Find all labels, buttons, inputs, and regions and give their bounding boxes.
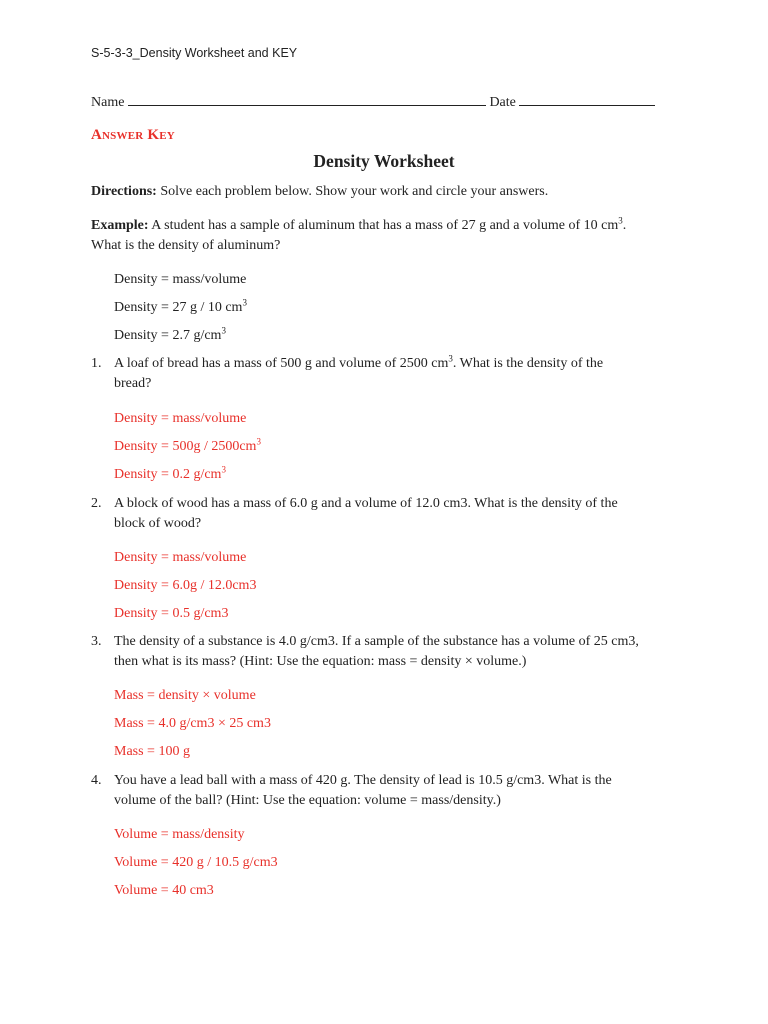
directions-text: Solve each problem below. Show your work and circle your answers. (160, 184, 549, 199)
name-blank[interactable] (128, 93, 486, 106)
answer-step: Density = 0.5 g/cm3 (114, 606, 229, 621)
answer-step: Density = $500g / 2500cm^3$ (114, 436, 261, 454)
answer-step: Density = mass/volume (114, 550, 247, 565)
answer-key-label: Answer Key (91, 127, 175, 143)
example-sup: 3 (618, 215, 623, 226)
answer-step: Volume = 420 g / 10.5 g/cm3 (114, 855, 278, 870)
example-question: What is the density of aluminum? (91, 238, 281, 253)
question-text: The density of a substance is 4.0 g/cm3. If a sample of the substance has a volume of 25 cm3, then what is its mass? (Hint: Use the equation: mass = density × volume.) (114, 634, 639, 669)
example-step: Density = 27 g / 10 $cm^3$ (114, 297, 247, 315)
name-date-line (91, 93, 655, 111)
directions-label: Directions: (91, 184, 157, 199)
question-text: You have a lead ball with a mass of 420 g. The density of lead is 10.5 g/cm3. What is the volume of the ball? (Hint: Use the equation: volume = mass/density.) (114, 773, 612, 808)
answer-step: Density = 6.0g / 12.0cm3 (114, 578, 257, 593)
date-label: Date (489, 95, 516, 110)
question-number: 3. (91, 634, 102, 649)
example-text: A student has a sample of aluminum that has a mass of 27 g and a volume of 10 cm (151, 218, 619, 233)
example-step: Density = mass/volume (114, 272, 247, 287)
name-label: Name (91, 95, 125, 110)
question-text: A loaf of bread has a mass of 500 g and volume of 2500 $cm^3$. What is the density of the bread? (114, 353, 604, 391)
answer-step: Mass = 4.0 g/cm3 × 25 cm3 (114, 716, 271, 731)
example-prompt (91, 216, 681, 256)
answer-step: Volume = mass/density (114, 827, 245, 842)
answer-step: Density = 0.2 $g/cm^3$ (114, 464, 226, 482)
question-number: 2. (91, 496, 102, 511)
question-number: 1. (91, 356, 102, 371)
document-id: S-5-3-3_Density Worksheet and KEY (91, 46, 298, 60)
answer-step: Mass = 100 g (114, 744, 190, 759)
date-blank[interactable] (519, 93, 655, 106)
answer-step: Mass = density × volume (114, 688, 256, 703)
example-step: Density = 2.7 $g/cm^3$ (114, 325, 226, 343)
answer-step: Density = mass/volume (114, 411, 247, 426)
answer-step: Volume = 40 cm3 (114, 883, 214, 898)
directions (91, 182, 681, 202)
example-label: Example: (91, 218, 149, 233)
question-text: A block of wood has a mass of 6.0 g and a volume of 12.0 cm3. What is the density of the block of wood? (114, 496, 618, 531)
question-number: 4. (91, 773, 102, 788)
example-text-end: . (622, 218, 627, 233)
page-title: Density Worksheet (313, 151, 455, 171)
